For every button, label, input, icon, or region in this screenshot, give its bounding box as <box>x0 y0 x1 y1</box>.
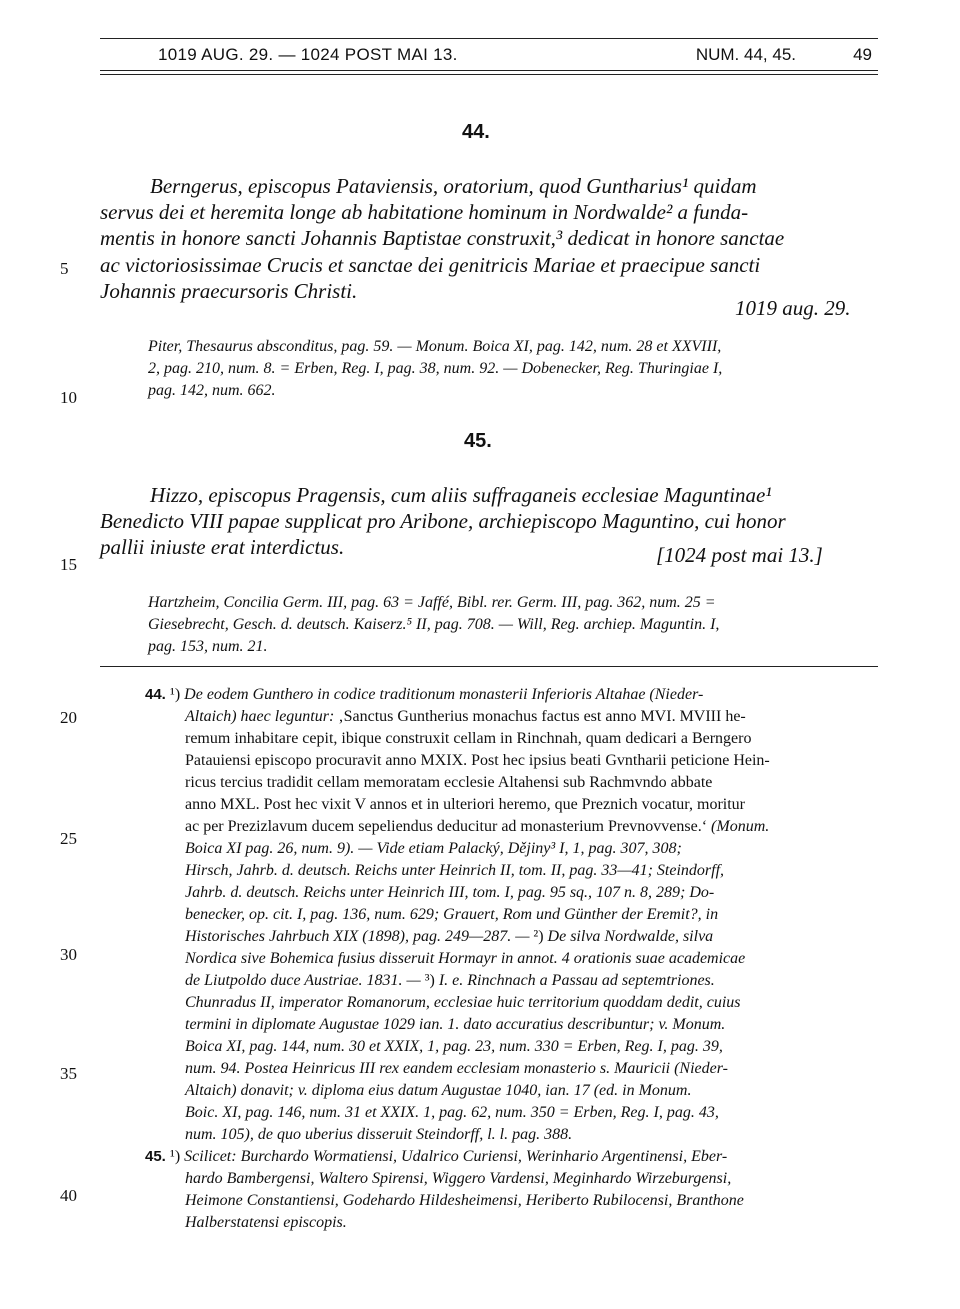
footnotes-45 <box>145 1146 878 1234</box>
footnotes-44 <box>145 684 878 1146</box>
footnote-text: Halberstatensi episcopis. <box>185 1214 347 1231</box>
source-line: Giesebrecht, Gesch. d. deutsch. Kaiserz.⁵ II, pag. 708. — Will, Reg. archiep. Maguntin. I, <box>148 616 720 633</box>
footnote-line <box>145 1036 878 1058</box>
footnote-text: ac per Prezizlavum ducem sepeliendus deducitur ad monasterium Prevnovvense.‘ <box>185 818 712 835</box>
line-number: 25 <box>60 829 77 848</box>
regest-line: Johannis praecursoris Christi. <box>100 278 358 303</box>
regest-line: mentis in honore sancti Johannis Baptistae construxit,³ dedicat in honore sanctae <box>100 226 785 251</box>
footnote-line <box>145 728 878 750</box>
footnote-text: ‚Sanctus Guntherius monachus factus est anno MVI. MVIII he- <box>338 708 746 725</box>
footnote-line <box>145 750 878 772</box>
footnote-text: I. e. Rinchnach a Passau ad septemtriones. <box>438 972 715 989</box>
footnote-line <box>145 1124 878 1146</box>
sources-45 <box>148 592 876 658</box>
source-line: pag. 142, num. 662. <box>148 382 276 399</box>
footnote-text: hardo Bambergensi, Waltero Spirensi, Wiggero Vardensi, Meginhardo Wirzeburgensi, <box>185 1170 732 1187</box>
footnote-line <box>145 970 878 992</box>
footnote-line <box>145 1190 878 1212</box>
footnote-text: (Monum. <box>711 818 770 835</box>
footnote-text: Altaich) haec leguntur: <box>185 708 339 725</box>
document-date-45: [1024 post mai 13.] <box>656 543 823 567</box>
footnote-line <box>145 904 878 926</box>
header-rule-bottom <box>100 70 878 71</box>
regest-line: Berngerus, episcopus Pataviensis, oratorium, quod Guntharius¹ quidam <box>150 174 757 198</box>
source-line: Piter, Thesaurus absconditus, pag. 59. — Monum. Boica XI, pag. 142, num. 28 et XXVIII, <box>148 338 722 355</box>
footnote-line <box>145 772 878 794</box>
footnote-text: num. 94. Postea Heinricus III rex eandem ecclesiam monasterio s. Mauricii (Nieder- <box>185 1060 728 1077</box>
footnote-line <box>145 706 878 728</box>
footnote-line <box>145 1212 878 1234</box>
regest-line: Hizzo, episcopus Pragensis, cum aliis suffraganeis ecclesiae Maguntinae¹ <box>150 483 772 507</box>
footnote-text: ²) <box>533 928 548 945</box>
footnote-line <box>145 926 878 948</box>
footnote-line <box>145 684 878 706</box>
footnote-text: benecker, op. cit. I, pag. 136, num. 629; Grauert, Rom und Günther der Eremit?, in <box>185 906 719 923</box>
footnote-text: Nordica sive Bohemica fusius disseruit Hormayr in annot. 4 orationis suae academicae <box>185 950 746 967</box>
footnote-line <box>145 1146 878 1168</box>
footnote-text: Patauiensi episcopo procuravit anno MXIX. Post hec ipsius beati Gvntharii peticione Hein- <box>185 752 770 769</box>
regest-line: servus dei et heremita longe ab habitatione hominum in Nordwalde² a funda- <box>100 200 749 225</box>
footnote-text: anno MXL. Post hec vixit V annos et in ulteriori heremo, que Preznich vocatur, moritur <box>185 796 745 813</box>
footnote-text: remum inhabitare cepit, ibique construxit cellam in Rinchnah, quam dedicari a Berngero <box>185 730 752 747</box>
footnote-line <box>145 816 878 838</box>
source-line: pag. 153, num. 21. <box>148 638 268 655</box>
footnote-text: Heimone Constantiensi, Godehardo Hildesheimensi, Heriberto Rubilocensi, Branthone <box>185 1192 744 1209</box>
footnote-text: Jahrb. d. deutsch. Reichs unter Heinrich III, tom. I, pag. 95 sq., 107 n. 8, 289; Do- <box>185 884 715 901</box>
source-line: 2, pag. 210, num. 8. = Erben, Reg. I, pag. 38, num. 92. — Dobenecker, Reg. Thuringiae I, <box>148 360 723 377</box>
footnote-text: termini in diplomate Augustae 1029 ian. 1. dato accuratius describuntur; v. Monum. <box>185 1016 726 1033</box>
header-date-range: 1019 AUG. 29. — 1024 POST MAI 13. <box>158 45 458 64</box>
document-date-44: 1019 aug. 29. <box>735 296 851 320</box>
regest-line: pallii iniuste erat interdictus. <box>100 535 345 560</box>
line-number: 15 <box>60 555 77 574</box>
sources-44 <box>148 336 876 402</box>
footnote-text: De silva Nordwalde, silva <box>547 928 714 945</box>
footnote-label: 44. <box>145 686 171 703</box>
footnote-text: ricus tercius tradidit cellam memoratam ecclesie Altahensi sub Rachmvndo abbate <box>185 774 713 791</box>
footnote-text: Altaich) donavit; v. diploma eius datum Augustae 1040, ian. 17 (ed. in Monum. <box>185 1082 692 1099</box>
footnote-line <box>145 1014 878 1036</box>
footnote-text: De eodem Gunthero in codice traditionum monasterii Inferioris Altahae (Nieder- <box>184 686 704 703</box>
document-number-45: 45. <box>464 430 492 452</box>
footnote-text: Boic. XI, pag. 146, num. 31 et XXIX. 1, pag. 62, num. 350 = Erben, Reg. I, pag. 43, <box>185 1104 719 1121</box>
line-number: 20 <box>60 708 77 727</box>
line-number: 10 <box>60 388 77 407</box>
footnote-line <box>145 838 878 860</box>
document-number-44: 44. <box>462 121 490 143</box>
regest-line: Benedicto VIII papae supplicat pro Aribone, archiepiscopo Maguntino, cui honor <box>100 509 786 534</box>
regest-44 <box>100 173 876 304</box>
footnote-line <box>145 992 878 1014</box>
footnote-text: ³) <box>424 972 439 989</box>
footnote-text: Hirsch, Jahrb. d. deutsch. Reichs unter Heinrich II, tom. II, pag. 33—41; Steindorff, <box>185 862 725 879</box>
footnote-text: Historisches Jahrbuch XIX (1898), pag. 249—287. — <box>185 928 534 945</box>
footnote-text: de Liutpoldo duce Austriae. 1831. — <box>185 972 425 989</box>
footnote-44-body <box>145 684 878 1146</box>
footnote-text: ¹) <box>170 686 185 703</box>
footnote-text: Scilicet: Burchardo Wormatiensi, Udalrico Curiensi, Werinhario Argentinensi, Eber- <box>184 1148 728 1165</box>
regest-line: ac victoriosissimae Crucis et sanctae dei genitricis Mariae et praecipue sancti <box>100 252 761 277</box>
footnote-line <box>145 1080 878 1102</box>
footnote-label: 45. <box>145 1148 171 1165</box>
footnote-line <box>145 1102 878 1124</box>
footnote-45-body <box>145 1146 878 1234</box>
line-number: 40 <box>60 1186 77 1205</box>
header-rule-bottom-2 <box>100 74 878 75</box>
footnote-text: ¹) <box>170 1148 185 1165</box>
footnote-line <box>145 1058 878 1080</box>
header-rule-top <box>100 38 878 39</box>
header-numbers: NUM. 44, 45. <box>695 45 796 64</box>
line-number: 30 <box>60 945 77 964</box>
footnote-text: Chunradus II, imperator Romanorum, ecclesiae huic territorium quoddam dedit, cuius <box>185 994 741 1011</box>
footnote-text: Boica XI pag. 26, num. 9). — Vide etiam Palacký, Dějiny³ I, 1, pag. 307, 308; <box>185 840 682 857</box>
footnote-line <box>145 1168 878 1190</box>
line-number: 5 <box>60 259 69 278</box>
footnote-text: num. 105), de quo uberius disseruit Steindorff, l. l. pag. 388. <box>185 1126 573 1143</box>
source-line: Hartzheim, Concilia Germ. III, pag. 63 = Jaffé, Bibl. rer. Germ. III, pag. 362, num. 25 = <box>148 594 716 611</box>
footnote-line <box>145 948 878 970</box>
running-header <box>100 38 878 70</box>
page-number: 49 <box>853 45 872 64</box>
footnote-line <box>145 794 878 816</box>
line-number: 35 <box>60 1064 77 1083</box>
footnote-separator <box>100 666 878 667</box>
footnote-line <box>145 882 878 904</box>
footnote-line <box>145 860 878 882</box>
footnote-text: Boica XI, pag. 144, num. 30 et XXIX, 1, pag. 23, num. 330 = Erben, Reg. I, pag. 39, <box>185 1038 723 1055</box>
